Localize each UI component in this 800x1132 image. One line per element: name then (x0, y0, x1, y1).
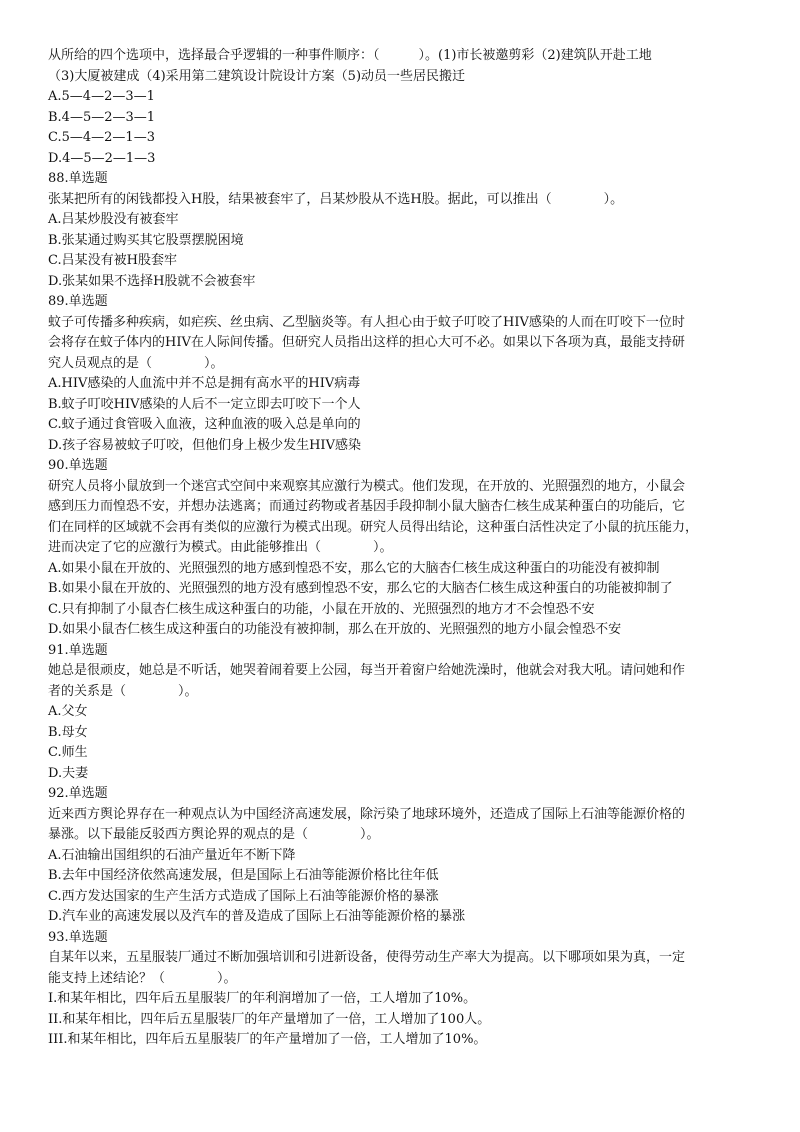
option-d: D.4—5—2—1—3 (48, 150, 156, 166)
question-header: 89.单选题 (48, 294, 108, 309)
statement-iii: III.和某年相比，四年后五星服装厂的年产量增加了一倍，工人增加了10%。 (48, 1032, 487, 1047)
question-stem-line: 自某年以来，五星服装厂通过不断加强培训和引进新设备，使得劳动生产率大为提高。以下哪项如果为真，一定 (48, 950, 686, 965)
question-stem-line: 研究人员将小鼠放到一个迷宫式空间中来观察其应激行为模式。他们发现，在开放的、光照强烈的地方，小鼠会 (48, 478, 686, 494)
option-c: C.西方发达国家的生产生活方式造成了国际上石油等能源价格的暴涨 (48, 888, 439, 904)
option-c: C.只有抑制了小鼠杏仁核生成这种蛋白的功能，小鼠在开放的、光照强烈的地方才不会惶恐不安 (48, 601, 595, 617)
option-a: A.如果小鼠在开放的、光照强烈的地方感到惶恐不安，那么它的大脑杏仁核生成这种蛋白的功能没有被抑制 (48, 560, 660, 576)
option-c: C.5—4—2—1—3 (48, 130, 155, 145)
option-b: B.母女 (48, 724, 88, 740)
question-stem-line: 她总是很顽皮，她总是不听话，她哭着闹着要上公园，每当开着窗户给她洗澡时，他就会对我大吼。请问她和作 (48, 663, 686, 678)
question-stem-line: 张某把所有的闲钱都投入H股，结果被套牢了，吕某炒股从不选H股。据此，可以推出（ ）。 (48, 191, 624, 207)
option-b: B.张某通过购买其它股票摆脱困境 (48, 232, 244, 248)
option-a: A.父女 (48, 704, 88, 719)
question-stem-line: 能支持上述结论？（ ）。 (48, 970, 237, 986)
option-c: C.吕某没有被H股套牢 (48, 253, 177, 268)
question-stem-line: 蚊子可传播多种疾病，如疟疾、丝虫病、乙型脑炎等。有人担心由于蚊子叮咬了HIV感染的人而在叮咬下一位时 (48, 314, 685, 330)
question-header: 90.单选题 (48, 458, 108, 473)
question-stem-line: （3)大厦被建成（4)采用第二建筑设计院设计方案（5)动员一些居民搬迁 (48, 68, 466, 84)
question-stem-line: 近来西方舆论界存在一种观点认为中国经济高速发展，除污染了地球环境外，还造成了国际上石油等能源价格的 (48, 806, 686, 822)
question-89 (48, 292, 760, 456)
question-stem-line: 暴涨。以下最能反驳西方舆论界的观点的是（ ）。 (48, 827, 380, 842)
question-stem-line: 者的关系是（ ）。 (48, 683, 198, 699)
question-stem-line: 感到压力而惶恐不安，并想办法逃离；而通过药物或者基因手段抑制小鼠大脑杏仁核生成某种蛋白的功能后，它 (48, 499, 686, 514)
option-c: C.蚊子通过食管吸入血液，这种血液的吸入总是单向的 (48, 417, 361, 432)
option-a: A.5—4—2—3—1 (48, 89, 155, 104)
question-header: 88.单选题 (48, 171, 108, 186)
option-b: B.如果小鼠在开放的、光照强烈的地方没有感到惶恐不安，那么它的大脑杏仁核生成这种蛋白的功能被抑制了 (48, 581, 673, 596)
question-header: 93.单选题 (48, 929, 108, 945)
statement-i: I.和某年相比，四年后五星服装厂的年利润增加了一倍，工人增加了10%。 (48, 991, 477, 1006)
statement-ii: II.和某年相比，四年后五星服装厂的年产量增加了一倍，工人增加了100人。 (48, 1011, 491, 1027)
option-d: D.如果小鼠杏仁核生成这种蛋白的功能没有被抑制，那么在开放的、光照强烈的地方小鼠会惶恐不安 (48, 622, 622, 637)
question-93 (48, 928, 760, 1051)
exam-document (48, 46, 760, 1051)
option-c: C.师生 (48, 745, 88, 760)
option-a: A.吕某炒股没有被套牢 (48, 212, 179, 227)
question-88 (48, 169, 760, 292)
question-header: 91.单选题 (48, 642, 108, 658)
option-a: A.HIV感染的人血流中并不总是拥有高水平的HIV病毒 (48, 376, 361, 391)
question-87 (48, 46, 760, 169)
option-a: A.石油输出国组织的石油产量近年不断下降 (48, 847, 296, 863)
option-d: D.张某如果不选择H股就不会被套牢 (48, 273, 256, 289)
question-92 (48, 784, 760, 928)
option-b: B.4—5—2—3—1 (48, 109, 156, 125)
question-stem-line: 会将存在蚊子体内的HIV在人际间传播。但研究人员指出这样的担心大可不必。如果以下各项为真，最能支持研 (48, 335, 685, 350)
question-stem-line: 进而决定了它的应激行为模式。由此能够推出（ ）。 (48, 540, 393, 555)
question-stem-line: 究人员观点的是（ ）。 (48, 355, 224, 371)
option-b: B.去年中国经济依然高速发展，但是国际上石油等能源价格比往年低 (48, 868, 439, 883)
question-header: 92.单选题 (48, 786, 108, 801)
option-d: D.夫妻 (48, 765, 89, 781)
option-b: B.蚊子叮咬HIV感染的人后不一定立即去叮咬下一个人 (48, 396, 361, 412)
option-d: D.汽车业的高速发展以及汽车的普及造成了国际上石油等能源价格的暴涨 (48, 909, 466, 924)
question-90 (48, 456, 760, 641)
option-d: D.孩子容易被蚊子叮咬，但他们身上极少发生HIV感染 (48, 437, 361, 453)
question-stem-line: 从所给的四个选项中，选择最合乎逻辑的一种事件顺序：（ ）。(1)市长被邀剪彩（2)建筑队开赴工地 (48, 48, 652, 63)
question-91 (48, 641, 760, 785)
question-stem-line: 们在同样的区域就不会再有类似的应激行为模式出现。研究人员得出结论，这种蛋白活性决定了小鼠的抗压能力， (48, 519, 699, 535)
